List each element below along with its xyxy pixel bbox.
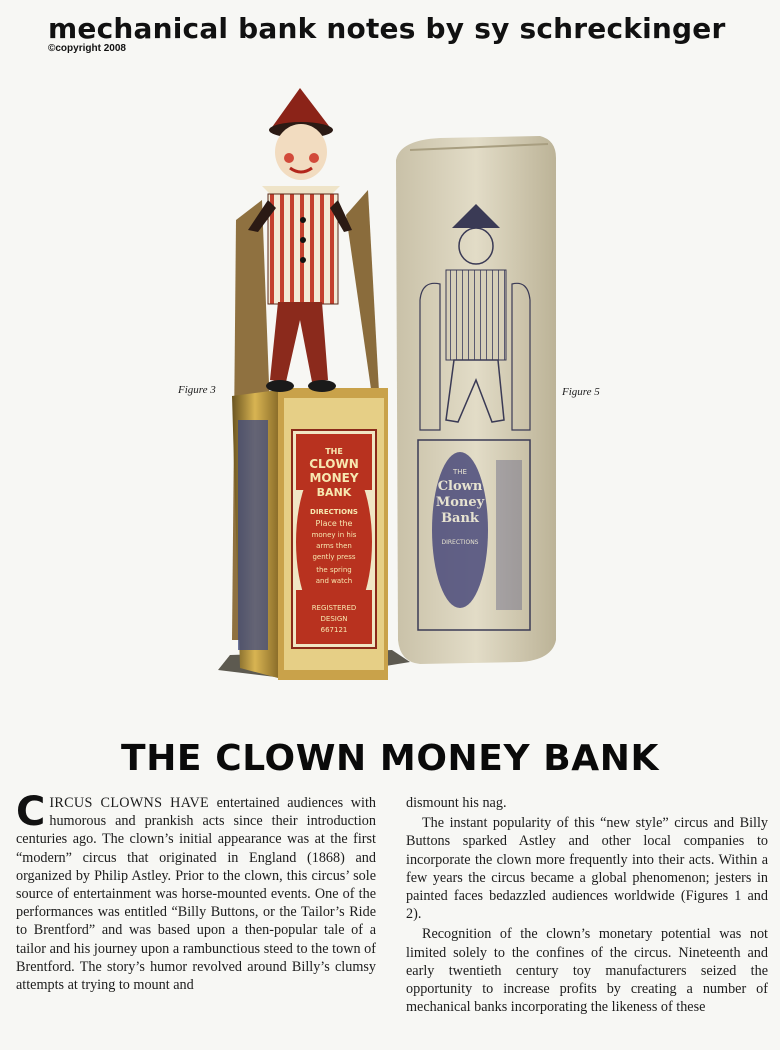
bank-label-reg2: DESIGN: [320, 615, 348, 623]
article-title: THE CLOWN MONEY BANK: [121, 738, 659, 779]
bank-label-dir1: Place the: [315, 519, 353, 528]
box-label-clown: Clown: [437, 479, 483, 494]
paragraph-3: Recognition of the clown’s monetary potential was not limited solely to the confines of the circus. Nineteenth and early twentieth century toy manufacturers seized the opportunity to increase profits by creating a number of mechanical banks incorporating the likeness of these: [406, 926, 768, 1016]
bank-label-directions: DIRECTIONS: [310, 508, 358, 516]
box-label-directions: DIRECTIONS: [441, 539, 479, 546]
bank-label-dir4: gently press: [312, 553, 356, 561]
bank-label-reg1: REGISTERED: [311, 604, 357, 612]
bank-label-reg3: 667121: [320, 626, 348, 634]
article-column-left: [16, 789, 376, 994]
bank-label-bank: BANK: [316, 486, 352, 499]
bank-label-dir3: arms then: [316, 542, 352, 550]
drop-cap: C: [16, 789, 46, 835]
copyright-line: ©copyright 2008: [48, 43, 126, 54]
figure-3-caption: Figure 3: [178, 384, 216, 396]
bank-label-money: MONEY: [309, 471, 359, 485]
article-column-right: [406, 794, 768, 1016]
paragraph-1-continued: dismount his nag.: [406, 795, 507, 811]
bank-label-dir5: the spring: [316, 566, 352, 574]
box-label-money: Money: [435, 495, 485, 510]
clown-bank-box-photo: [0, 80, 780, 700]
paragraph-1: [16, 789, 376, 994]
paragraph-1-text: entertained audiences with humorous and prankish acts since their introduction centuries ago. The clown’s initial appearance was at the first “modern” circus that originated in England (1868) and organized by Philip Astley. Prior to the clown, this circus’ sole source of entertainment was horse-mounted events. One of the performances was entitled “Billy Buttons, or the Tailor’s Ride to Brentford” and was based upon a then-popular tale of a tailor and his journey upon a rambunctious steed to the town of Brentford. The story’s humor revolved around Billy’s clumsy attempts at trying to mount and: [16, 795, 376, 994]
bank-label-dir6: and watch: [315, 577, 353, 585]
bank-label-clown: CLOWN: [309, 457, 359, 471]
figure-area: [0, 80, 780, 700]
column-title: mechanical bank notes by sy schreckinger: [48, 12, 726, 45]
box-label-the: THE: [453, 468, 467, 476]
page-header: [48, 12, 725, 54]
figure-5-caption: Figure 5: [562, 386, 600, 398]
paragraph-2: The instant popularity of this “new style” circus and Billy Buttons sparked Astley and other local companies to incorporate the clown more frequently into their acts. Within a few years the circus became a global phenomenon; jesters in painted faces bedazzled audiences worldwide (Figures 1 and 2).: [406, 815, 768, 923]
bank-label-the: THE: [325, 447, 343, 456]
lead-in: IRCUS CLOWNS HAVE: [49, 795, 209, 811]
bank-label-dir2: money in his: [311, 531, 357, 539]
box-label-bank: Bank: [441, 511, 479, 526]
